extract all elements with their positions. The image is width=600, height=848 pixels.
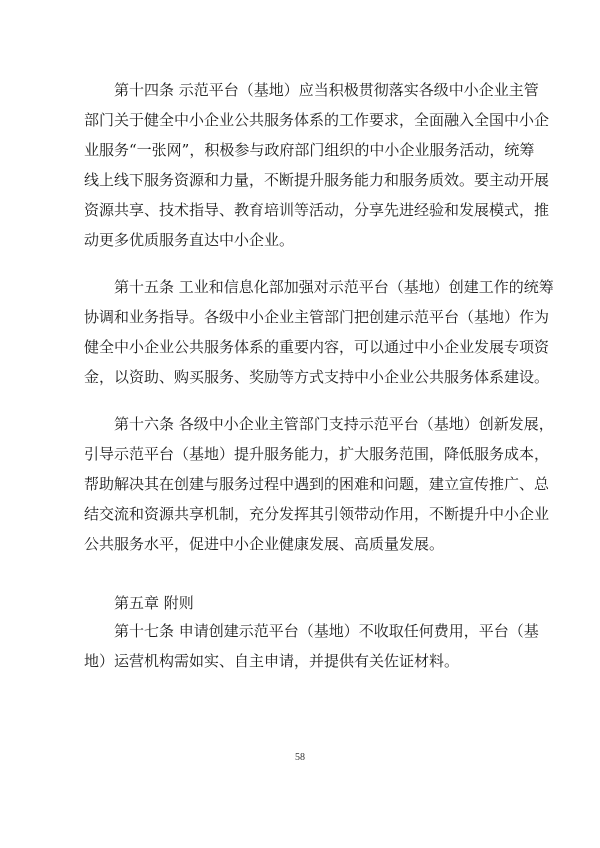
article-14-line: 线上线下服务资源和力量，不断提升服务能力和服务质效。要主动开展 [84, 171, 550, 189]
article-15-line: 金，以资助、购买服务、奖励等方式支持中小企业公共服务体系建设。 [84, 368, 550, 386]
article-15-line: 协调和业务指导。各级中小企业主管部门把创建示范平台（基地）作为 [84, 308, 550, 326]
article-16-line: 帮助解决其在创建与服务过程中遇到的困难和问题，建立宣传推广、总 [84, 475, 550, 493]
article-17-line: 第十七条 申请创建示范平台（基地）不收取任何费用，平台（基 [114, 622, 539, 640]
chapter-heading: 第五章 附则 [114, 594, 194, 612]
article-17-paragraph [84, 616, 539, 676]
article-17-line: 地）运营机构需如实、自主申请，并提供有关佐证材料。 [84, 652, 460, 670]
article-14-paragraph [84, 75, 550, 255]
article-16-line: 引导示范平台（基地）提升服务能力，扩大服务范围，降低服务成本， [84, 445, 550, 463]
article-16-paragraph [84, 409, 554, 559]
article-14-line: 动更多优质服务直达中小企业。 [84, 231, 295, 249]
article-15-line: 第十五条 工业和信息化部加强对示范平台（基地）创建工作的统筹 [114, 278, 554, 296]
article-15-line: 健全中小企业公共服务体系的重要内容，可以通过中小企业发展专项资 [84, 338, 550, 356]
page-number: 58 [295, 752, 305, 763]
article-15-paragraph [84, 272, 554, 392]
article-14-line: 资源共享、技术指导、教育培训等活动，分享先进经验和发展模式，推 [84, 201, 550, 219]
article-16-line: 公共服务水平，促进中小企业健康发展、高质量发展。 [84, 535, 445, 553]
article-16-line: 第十六条 各级中小企业主管部门支持示范平台（基地）创新发展， [114, 415, 554, 433]
article-16-line: 结交流和资源共享机制，充分发挥其引领带动作用，不断提升中小企业 [84, 505, 550, 523]
article-14-line: 部门关于健全中小企业公共服务体系的工作要求，全面融入全国中小企 [84, 111, 550, 129]
article-14-line: 第十四条 示范平台（基地）应当积极贯彻落实各级中小企业主管 [114, 81, 539, 99]
article-14-line: 业服务“一张网”，积极参与政府部门组织的中小企业服务活动，统筹 [84, 141, 535, 159]
